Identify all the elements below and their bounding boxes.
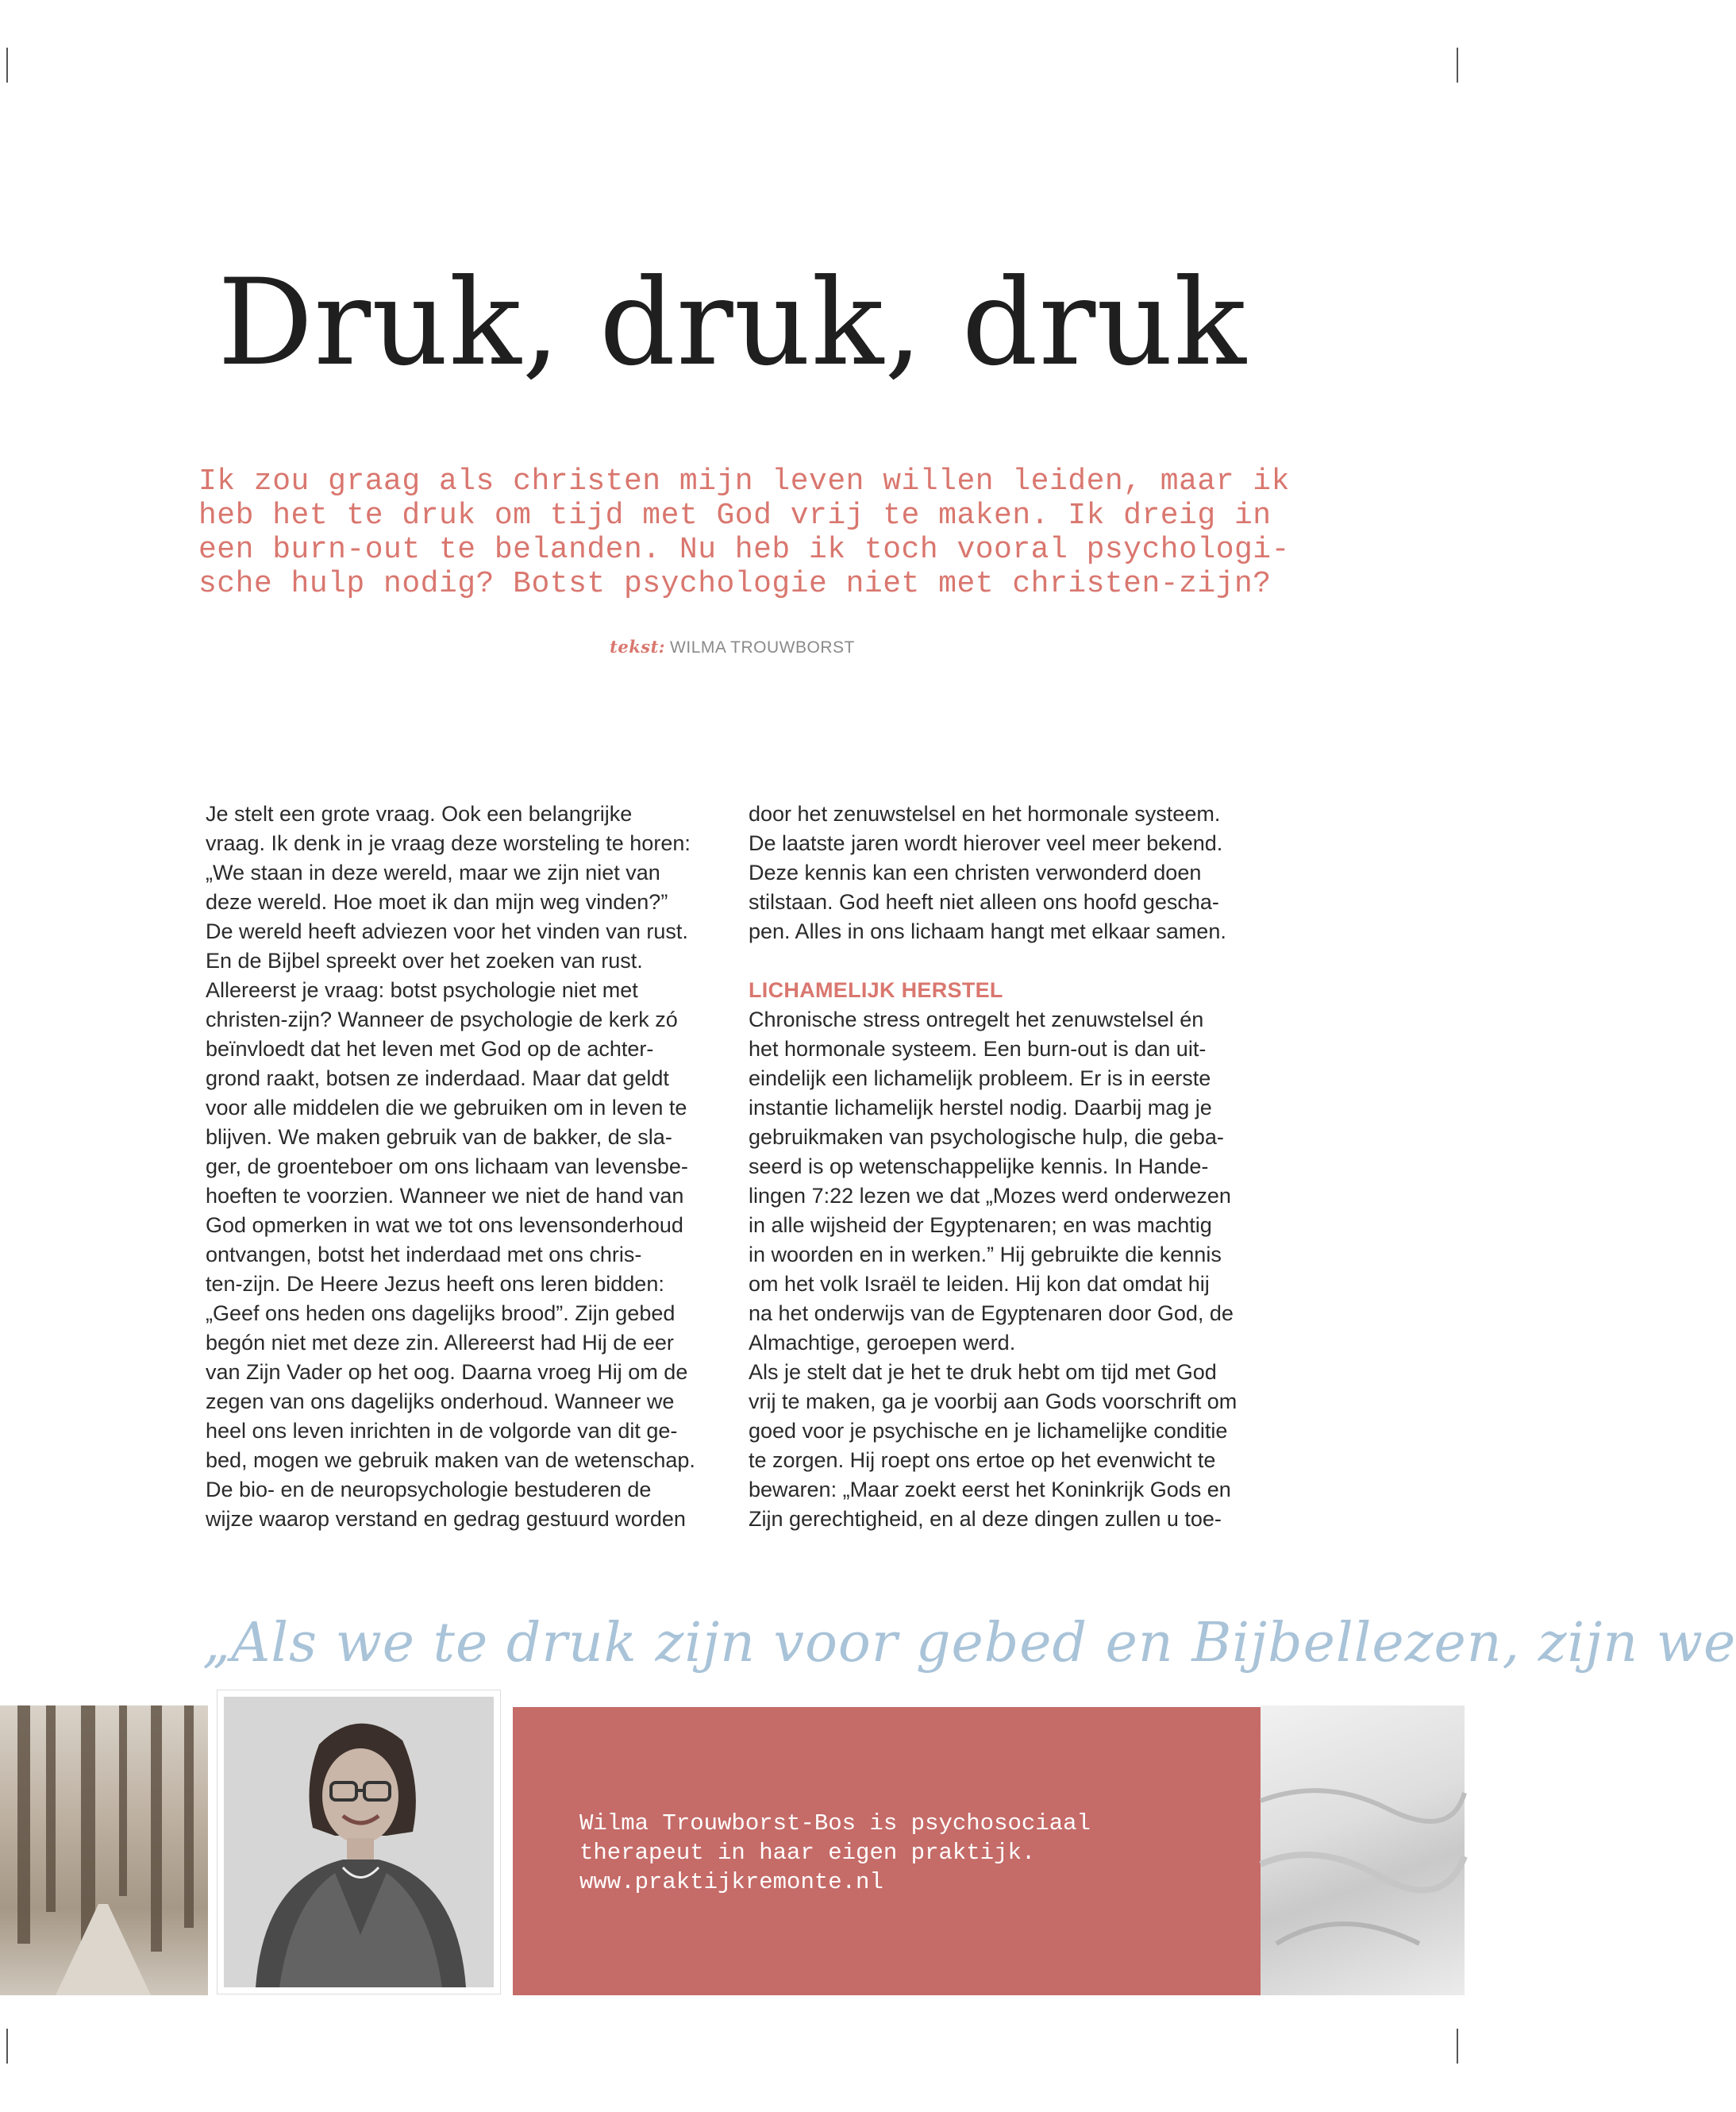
body-line: „Geef ons heden ons dagelijks brood”. Zijn gebed <box>206 1301 676 1325</box>
body-line: christen-zijn? Wanneer de psychologie de kerk zó <box>206 1008 678 1031</box>
body-line: God opmerken in wat we tot ons levensonderhoud <box>206 1213 683 1237</box>
page-title: Druk, druk, druk <box>217 254 1247 392</box>
author-portrait <box>224 1697 494 1987</box>
body-line: Zijn gerechtigheid, en al deze dingen zullen u toe- <box>749 1507 1222 1531</box>
pull-quote: „Als we te druk zijn voor gebed en Bijbellezen, zijn we <box>202 1612 1736 1675</box>
body-line: om het volk Israël te leiden. Hij kon dat omdat hij <box>749 1272 1210 1296</box>
bed-linen-image <box>1261 1705 1465 1995</box>
byline <box>0 637 1465 657</box>
body-line: eindelijk een lichamelijk probleem. Er is in eerste <box>749 1066 1211 1090</box>
subheading: LICHAMELIJK HERSTEL <box>749 978 1003 1002</box>
body-line: bewaren: „Maar zoekt eerst het Koninkrijk Gods en <box>749 1478 1231 1501</box>
body-line: goed voor je psychische en je lichamelijke conditie <box>749 1419 1228 1443</box>
body-line: zegen van ons dagelijks onderhoud. Wanneer we <box>206 1389 675 1413</box>
body-column-right-part-a <box>749 800 1257 946</box>
body-line: heel ons leven inrichten in de volgorde van dit ge- <box>206 1419 678 1443</box>
body-line: beïnvloedt dat het leven met God op de achter- <box>206 1037 654 1061</box>
crop-mark-top-right <box>1457 48 1458 83</box>
forest-path <box>56 1904 151 1995</box>
body-line: gebruikmaken van psychologische hulp, die geba- <box>749 1125 1224 1149</box>
body-line: Chronische stress ontregelt het zenuwstelsel én <box>749 1008 1204 1031</box>
body-line: door het zenuwstelsel en het hormonale systeem. <box>749 802 1221 826</box>
body-line: hoeften te voorzien. Wanneer we niet de hand van <box>206 1184 684 1208</box>
body-line: De bio- en de neuropsychologie bestuderen de <box>206 1478 652 1501</box>
body-line: Je stelt een grote vraag. Ook een belangrijke <box>206 802 633 826</box>
intro-line: heb het te druk om tijd met God vrij te maken. Ik dreig in <box>198 499 1272 533</box>
body-line: Allereerst je vraag: botst psychologie niet met <box>206 978 638 1002</box>
body-line: in alle wijsheid der Egyptenaren; en was machtig <box>749 1213 1212 1237</box>
bed-linen-photo <box>1261 1705 1465 1995</box>
body-line: De laatste jaren wordt hierover veel meer bekend. <box>749 831 1223 855</box>
body-line: ten-zijn. De Heere Jezus heeft ons leren bidden: <box>206 1272 664 1296</box>
author-photo-frame <box>217 1690 501 1994</box>
body-line: deze wereld. Hoe moet ik dan mijn weg vinden?” <box>206 890 668 914</box>
body-line: na het onderwijs van de Egyptenaren door God, de <box>749 1301 1234 1325</box>
body-line: het hormonale systeem. Een burn-out is dan uit- <box>749 1037 1207 1061</box>
body-line: En de Bijbel spreekt over het zoeken van rust. <box>206 949 643 973</box>
body-line: „We staan in deze wereld, maar we zijn niet van <box>206 861 660 884</box>
body-line: Als je stelt dat je het te druk hebt om tijd met God <box>749 1360 1217 1384</box>
crop-mark-bottom-left <box>6 2029 8 2064</box>
author-bio <box>579 1809 1091 1897</box>
body-line: Almachtige, geroepen werd. <box>749 1331 1016 1355</box>
body-line: seerd is op wetenschappelijke kennis. In Hande- <box>749 1154 1209 1178</box>
body-line: vraag. Ik denk in je vraag deze worsteling te horen: <box>206 831 691 855</box>
body-line: voor alle middelen die we gebruiken om in leven te <box>206 1096 687 1120</box>
body-line: pen. Alles in ons lichaam hangt met elkaar samen. <box>749 919 1226 943</box>
body-line: stilstaan. God heeft niet alleen ons hoofd gescha- <box>749 890 1219 914</box>
bio-line: therapeut in haar eigen praktijk. <box>579 1840 1036 1866</box>
body-line: vrij te maken, ga je voorbij aan Gods voorschrift om <box>749 1389 1238 1413</box>
body-column-right-part-b <box>749 1005 1257 1534</box>
body-line: bed, mogen we gebruik maken van de wetenschap. <box>206 1448 695 1472</box>
forest-photo <box>0 1705 208 1995</box>
intro-line: Ik zou graag als christen mijn leven willen leiden, maar ik <box>198 464 1290 499</box>
crop-mark-bottom-right <box>1457 2029 1458 2064</box>
body-column-right <box>749 800 1257 1534</box>
body-line: Deze kennis kan een christen verwonderd doen <box>749 861 1202 884</box>
byline-author: WILMA TROUWBORST <box>670 638 855 657</box>
body-line: te zorgen. Hij roept ons ertoe op het evenwicht te <box>749 1448 1216 1472</box>
body-line: in woorden en in werken.” Hij gebruikte die kennis <box>749 1243 1222 1266</box>
author-portrait-image <box>224 1697 494 1987</box>
body-column-left <box>206 800 714 1534</box>
intro-line: sche hulp nodig? Botst psychologie niet met christen-zijn? <box>198 567 1272 601</box>
body-line: wijze waarop verstand en gedrag gestuurd worden <box>206 1507 686 1531</box>
body-line: blijven. We maken gebruik van de bakker, de sla- <box>206 1125 672 1149</box>
byline-label: tekst: <box>610 637 666 657</box>
body-line: van Zijn Vader op het oog. Daarna vroeg Hij om de <box>206 1360 688 1384</box>
body-line: begón niet met deze zin. Allereerst had Hij de eer <box>206 1331 674 1355</box>
body-line: ger, de groenteboer om ons lichaam van levensbe- <box>206 1154 688 1178</box>
bio-line: Wilma Trouwborst-Bos is psychosociaal <box>579 1810 1091 1836</box>
intro-text <box>198 464 1290 601</box>
body-line: ontvangen, botst het inderdaad met ons chris- <box>206 1243 642 1266</box>
bio-website[interactable]: www.praktijkremonte.nl <box>579 1869 883 1895</box>
body-line: lingen 7:22 lezen we dat „Mozes werd onderwezen <box>749 1184 1231 1208</box>
body-line: grond raakt, botsen ze inderdaad. Maar dat geldt <box>206 1066 669 1090</box>
intro-line: een burn-out te belanden. Nu heb ik toch vooral psychologi- <box>198 533 1290 567</box>
body-line: instantie lichamelijk herstel nodig. Daarbij mag je <box>749 1096 1212 1120</box>
author-bio-box <box>513 1707 1261 1995</box>
body-line: De wereld heeft adviezen voor het vinden van rust. <box>206 919 688 943</box>
crop-mark-top-left <box>6 48 8 83</box>
